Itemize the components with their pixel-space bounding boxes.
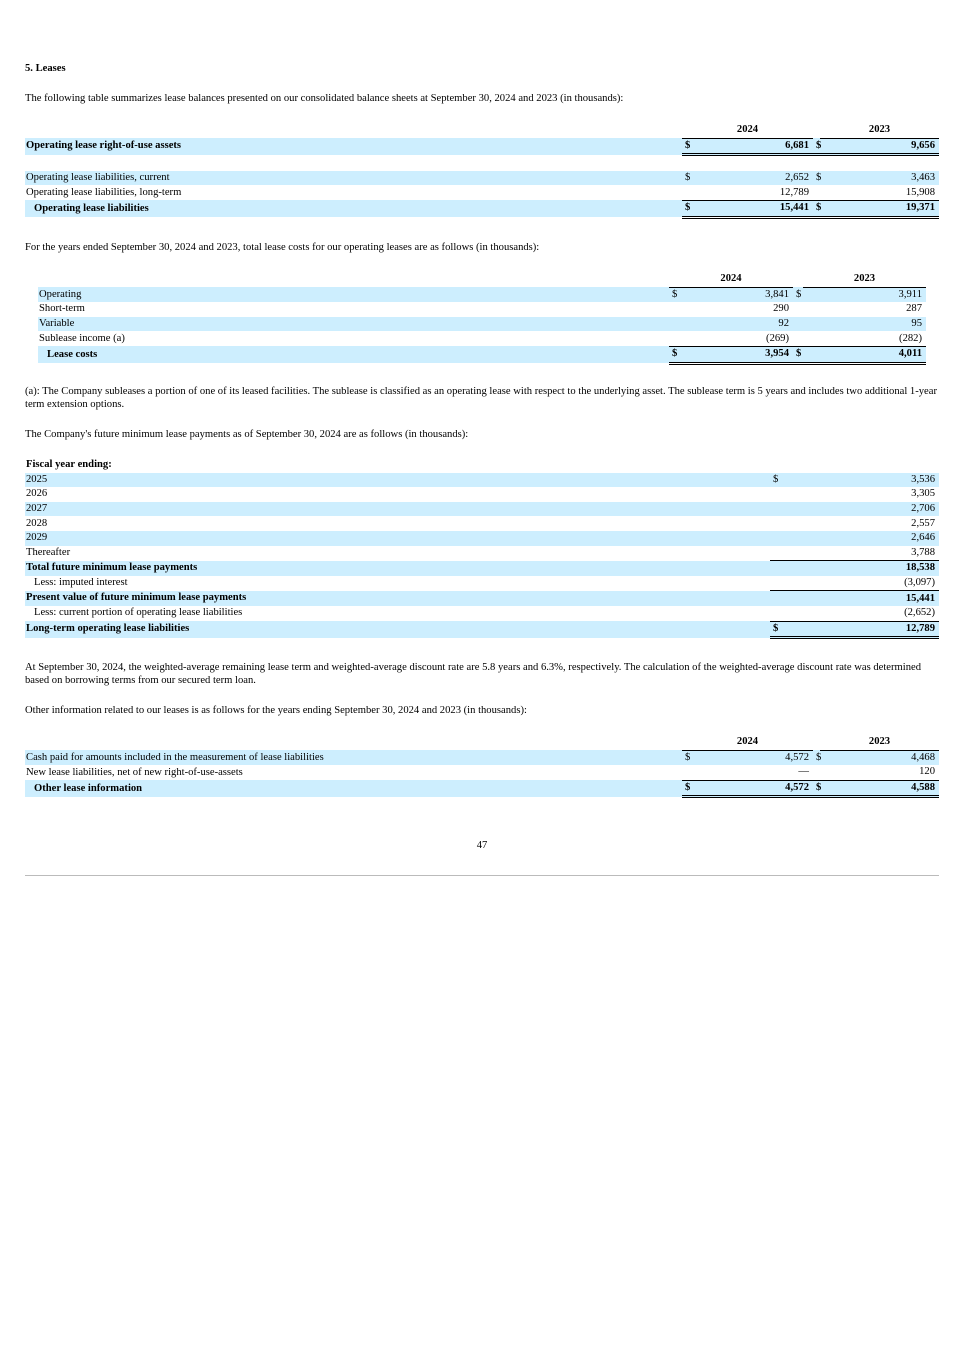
currency-symbol: $	[813, 750, 820, 765]
row-label: 2029	[25, 531, 770, 546]
currency-symbol: $	[682, 138, 694, 155]
total-row	[25, 621, 939, 638]
intro-future-payments: The Company's future minimum lease payments as of September 30, 2024 are as follows (in thousands):	[25, 429, 469, 440]
row-value: 3,788	[911, 546, 936, 558]
row-value: 3,536	[790, 473, 939, 488]
year-2023-header: 2023	[820, 735, 939, 750]
table-row	[38, 287, 926, 302]
table-row	[25, 576, 939, 591]
table-row	[25, 487, 939, 502]
section-title: 5. Leases	[25, 63, 66, 74]
table-row	[25, 606, 939, 621]
weighted-average-note: At September 30, 2024, the weighted-average remaining lease term and weighted-average discount rate are 5.8 years and 6.3%, respectively. The calculation of the weighted-average discount rate was determined based on borrowing terms from our secured term loan.	[25, 662, 921, 686]
total-row	[25, 591, 939, 606]
value-2023: 120	[919, 766, 935, 778]
table-row	[25, 531, 939, 546]
total-row	[38, 346, 926, 363]
currency-symbol: $	[682, 200, 694, 217]
currency-symbol: $	[813, 780, 820, 797]
value-2023: 3,463	[820, 171, 939, 186]
value-2023: 4,468	[820, 750, 939, 765]
row-label: Operating	[38, 287, 669, 302]
value-2024: 4,572	[694, 750, 813, 765]
total-row	[25, 780, 939, 797]
currency-symbol: $	[669, 346, 681, 363]
lease-costs-table	[38, 272, 926, 365]
value-2023: 15,908	[905, 186, 935, 198]
table-row	[25, 502, 939, 517]
heading-row	[25, 458, 939, 473]
row-label: 2025	[25, 473, 770, 488]
value-2023: 19,371	[820, 200, 939, 217]
currency-symbol: $	[669, 287, 681, 302]
currency-symbol: $	[682, 171, 694, 186]
sublease-footnote: (a): The Company subleases a portion of one of its leased facilities. The sublease is classified as an operating lease with respect to the underlying asset. The sublease term is 5 years and includes two additional 1-year term extension options.	[25, 386, 937, 410]
currency-symbol: $	[813, 138, 820, 155]
row-value: 2,706	[790, 502, 939, 517]
value-2023: 95	[803, 317, 926, 332]
spacer-row	[25, 155, 939, 171]
value-2024: 15,441	[694, 200, 813, 217]
currency-symbol: $	[813, 200, 820, 217]
row-value: 3,305	[911, 488, 936, 500]
value-2024: —	[798, 766, 809, 778]
value-2024: 3,841	[681, 287, 793, 302]
page-number: 47	[476, 840, 488, 851]
currency-symbol: $	[793, 346, 803, 363]
currency-symbol: $	[682, 780, 694, 797]
row-label: Lease costs	[38, 346, 669, 363]
row-label: Operating lease liabilities	[25, 200, 682, 217]
row-label: Operating lease liabilities, current	[25, 171, 682, 186]
intro-other-info: Other information related to our leases is as follows for the years ending September 30, 2024 and 2023 (in thousands):	[25, 705, 527, 716]
row-value: 2,557	[911, 517, 936, 529]
row-value: 15,441	[790, 591, 939, 606]
row-label: 2027	[25, 502, 770, 517]
table-row	[25, 138, 939, 155]
table-row	[38, 302, 926, 317]
row-label: Total future minimum lease payments	[25, 561, 770, 576]
table-row	[25, 171, 939, 186]
row-label: Less: imputed interest	[34, 577, 128, 589]
future-payments-table	[25, 458, 939, 639]
table-row	[38, 331, 926, 346]
row-value: (2,652)	[904, 607, 936, 619]
row-label: Variable	[38, 317, 669, 332]
table-row	[25, 765, 939, 780]
row-value: 2,646	[790, 531, 939, 546]
currency-symbol: $	[793, 287, 803, 302]
value-2024: 290	[773, 303, 789, 315]
row-label: New lease liabilities, net of new right-of-use-assets	[26, 766, 243, 778]
row-label: Cash paid for amounts included in the measurement of lease liabilities	[25, 750, 682, 765]
lease-balances-table	[25, 123, 939, 219]
table-row	[25, 516, 939, 531]
row-label: Less: current portion of operating lease liabilities	[34, 607, 243, 619]
value-2023: 287	[906, 303, 922, 315]
value-2024: 92	[681, 317, 793, 332]
year-2024-header: 2024	[669, 272, 793, 287]
currency-symbol: $	[770, 473, 790, 488]
year-2023-header: 2023	[820, 123, 939, 138]
value-2023: 4,588	[820, 780, 939, 797]
year-2023-header: 2023	[803, 272, 926, 287]
value-2023: 3,911	[803, 287, 926, 302]
value-2024: 2,652	[694, 171, 813, 186]
total-row	[25, 561, 939, 576]
row-label: Thereafter	[26, 547, 71, 559]
row-label: Other lease information	[25, 780, 682, 797]
row-label: 2028	[26, 517, 48, 529]
table-row	[38, 317, 926, 332]
row-label: Short-term	[39, 303, 85, 315]
row-value: 18,538	[790, 561, 939, 576]
row-label: Long-term operating lease liabilities	[25, 621, 770, 638]
currency-symbol: $	[770, 621, 790, 638]
value-2024: 12,789	[779, 186, 809, 198]
row-label: Sublease income (a)	[39, 332, 125, 344]
table-row	[25, 473, 939, 488]
table-row	[25, 750, 939, 765]
value-2023: 4,011	[803, 346, 926, 363]
row-label: Operating lease liabilities, long-term	[26, 186, 182, 198]
other-lease-info-table	[25, 735, 939, 798]
row-label: Present value of future minimum lease payments	[25, 591, 770, 606]
header-row	[38, 272, 926, 287]
value-2023: (282)	[899, 332, 922, 344]
header-row	[25, 735, 939, 750]
value-2024: (269)	[766, 332, 789, 344]
value-2024: 3,954	[681, 346, 793, 363]
value-2024: 6,681	[694, 138, 813, 155]
intro-costs: For the years ended September 30, 2024 and 2023, total lease costs for our operating leases are as follows (in thousands):	[25, 242, 540, 253]
row-label: Operating lease right-of-use assets	[25, 138, 682, 155]
currency-symbol: $	[682, 750, 694, 765]
total-row	[25, 200, 939, 217]
table-row	[25, 185, 939, 200]
fiscal-year-heading: Fiscal year ending:	[26, 459, 112, 471]
row-label: 2026	[26, 488, 48, 500]
currency-symbol: $	[813, 171, 820, 186]
header-row	[25, 123, 939, 138]
table-row	[25, 546, 939, 561]
row-value: (3,097)	[904, 577, 936, 589]
page-divider	[25, 875, 939, 876]
intro-balances: The following table summarizes lease balances presented on our consolidated balance sheets at September 30, 2024 and 2023 (in thousands):	[25, 93, 624, 104]
value-2024: 4,572	[694, 780, 813, 797]
year-2024-header: 2024	[682, 123, 813, 138]
year-2024-header: 2024	[682, 735, 813, 750]
row-value: 12,789	[790, 621, 939, 638]
value-2023: 9,656	[820, 138, 939, 155]
